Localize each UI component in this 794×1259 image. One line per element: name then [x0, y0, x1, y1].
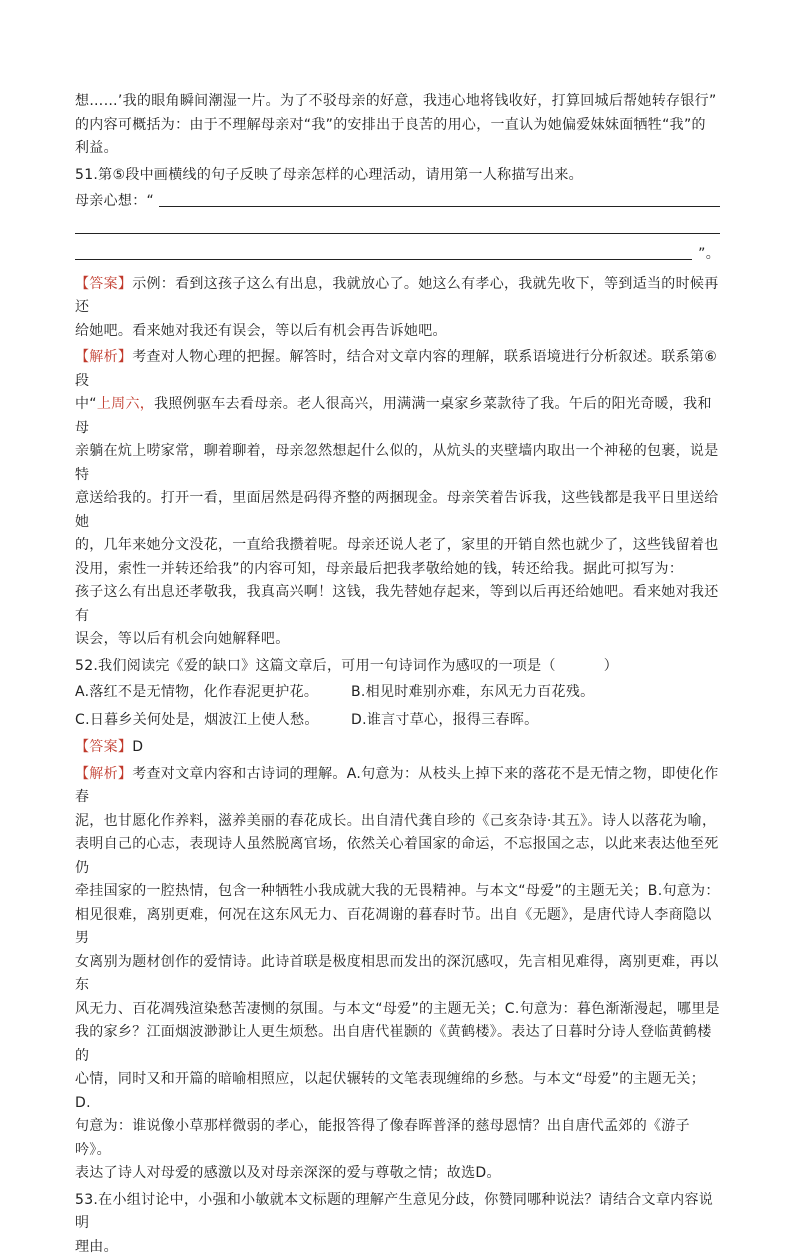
- answer-52-line: [75, 736, 720, 760]
- text-span: 我照例驱车去看母亲。老人很高兴，用满满一桌家乡菜款待了我。午后的阳光奇暖，我和母: [75, 396, 712, 436]
- answer-blank-line: [75, 259, 692, 260]
- option-d: D.谁言寸草心，报得三春晖。: [351, 709, 538, 733]
- text-line: 相见很难，离别更难，何况在这东风无力、百花凋谢的暮春时节。出自《无题》，是唐代诗人李商隐以男: [75, 904, 720, 951]
- blank-end-mark: ”。: [698, 243, 720, 267]
- answer-blank-line: [75, 233, 720, 234]
- question-52-stem: [75, 655, 720, 679]
- text-line: 牵挂国家的一腔热情，包含一种牺牲小我成就大我的无畏精神。与本文“母爱”的主题无关；B.句意为：: [75, 880, 720, 904]
- text-line: 孩子这么有出息还孝敬我，我真高兴啊！这钱，我先替她存起来，等到以后再还给她吧。看来她对我还有: [75, 581, 720, 628]
- option-c: C.日暮乡关何处是，烟波江上使人愁。: [75, 709, 351, 733]
- text-line: 泥，也甘愿化作养料，滋养美丽的春花成长。出自清代龚自珍的《己亥杂诗·其五》。诗人以落花为喻，: [75, 810, 720, 834]
- analysis-51-line: [75, 346, 720, 393]
- text-line: 理由。: [75, 1236, 720, 1259]
- question-text: 52.我们阅读完《爱的缺口》这篇文章后，可用一句诗词作为感叹的一项是（: [75, 658, 556, 674]
- analysis-text: 考查对人物心理的把握。解答时，结合对文章内容的理解，联系语境进行分析叙述。联系第⑥段: [75, 349, 717, 389]
- text-line: 利益。: [75, 137, 720, 161]
- text-line: 没用，索性一并转还给我”的内容可知，母亲最后把我孝敬给她的钱，转还给我。据此可拟写为：: [75, 558, 720, 582]
- text-line: 句意为：谁说像小草那样微弱的孝心，能报答得了像春晖普泽的慈母恩情？出自唐代孟郊的《游子吟》。: [75, 1115, 720, 1162]
- question-53-stem: 53.在小组讨论中，小强和小敏就本文标题的理解产生意见分歧，你赞同哪种说法？请结合文章内容说明: [75, 1189, 720, 1236]
- option-b: B.相见时难别亦难，东风无力百花残。: [351, 681, 594, 705]
- question-text: ）: [604, 658, 618, 674]
- question-53: [75, 1189, 720, 1259]
- analysis-tag: 【解析】: [75, 766, 132, 782]
- text-line: 我的家乡？江面烟波渺渺让人更生烦愁。出自唐代崔颢的《黄鹤楼》。表达了日暮时分诗人登临黄鹤楼的: [75, 1021, 720, 1068]
- answer-51-line: [75, 273, 720, 320]
- text-line: 表明自己的心志，表现诗人虽然脱离官场，依然关心着国家的命运，不忘报国之志，以此来表达他至死仍: [75, 833, 720, 880]
- text-line: 意送给我的。打开一看，里面居然是码得齐整的两捆现金。母亲笑着告诉我，这些钱都是我平日里送给她: [75, 487, 720, 534]
- option-a: A.落红不是无情物，化作春泥更护花。: [75, 681, 351, 705]
- answer-tag: 【答案】: [75, 276, 132, 292]
- analysis-51-quote-line: [75, 393, 720, 440]
- text-line: 的内容可概括为：由于不理解母亲对“我”的安排出于良苦的用心，一直认为她偏爱妹妹面牺牲“我”的: [75, 114, 720, 138]
- options-row-1: [75, 681, 720, 705]
- highlighted-text: 上周六，: [97, 396, 154, 412]
- text-line: 给她吧。看来她对我还有误会，等以后有机会再告诉她吧。: [75, 320, 720, 344]
- text-line: 想……’我的眼角瞬间潮湿一片。为了不驳母亲的好意，我违心地将钱收好，打算回城后帮她转存银行”: [75, 90, 720, 114]
- analysis-tag: 【解析】: [75, 349, 132, 365]
- text-line: 表达了诗人对母爱的感激以及对母亲深深的爱与尊敬之情；故选D。: [75, 1162, 720, 1186]
- question-51: [75, 164, 720, 652]
- options-row-2: [75, 709, 720, 733]
- text-line: 的，几年来她分文没花，一直给我攒着呢。母亲还说人老了，家里的开销自然也就少了，这些钱留着也: [75, 534, 720, 558]
- prev-answer-tail: [75, 90, 720, 161]
- answer-blank-row-1: [75, 190, 720, 214]
- question-52: [75, 655, 720, 1186]
- answer-blank-line: [159, 206, 720, 207]
- text-line: 亲躺在炕上唠家常，聊着聊着，母亲忽然想起什么似的，从炕头的夹壁墙内取出一个神秘的包裹，说是特: [75, 440, 720, 487]
- answer-text: D: [132, 739, 143, 755]
- text-span: 中“: [75, 396, 97, 412]
- text-line: 女离别为题材创作的爱情诗。此诗首联是极度相思而发出的深沉感叹，先言相见难得，离别更难，再以东: [75, 951, 720, 998]
- analysis-52-line: [75, 763, 720, 810]
- text-line: 风无力、百花凋残渲染愁苦凄恻的氛围。与本文“母爱”的主题无关；C.句意为：暮色渐渐漫起，哪里是: [75, 998, 720, 1022]
- answer-blank-row-3: [75, 243, 720, 267]
- answer-text: 示例：看到这孩子这么有出息，我就放心了。她这么有孝心，我就先收下，等到适当的时候再还: [75, 276, 719, 316]
- text-line: 心情，同时又和开篇的暗喻相照应，以起伏辗转的文笔表现缠绵的乡愁。与本文“母爱”的主题无关；D.: [75, 1068, 720, 1115]
- text-line: 误会，等以后有机会向她解释吧。: [75, 628, 720, 652]
- question-51-stem: 51.第⑤段中画横线的句子反映了母亲怎样的心理活动，请用第一人称描写出来。: [75, 164, 720, 188]
- blank-prompt: 母亲心想：“: [75, 190, 156, 214]
- document-page: [75, 90, 720, 1259]
- analysis-text: 考查对文章内容和古诗词的理解。A.句意为：从枝头上掉下来的落花不是无情之物，即使化作春: [75, 766, 719, 806]
- answer-tag: 【答案】: [75, 739, 132, 755]
- answer-blank-row-2: [75, 217, 720, 241]
